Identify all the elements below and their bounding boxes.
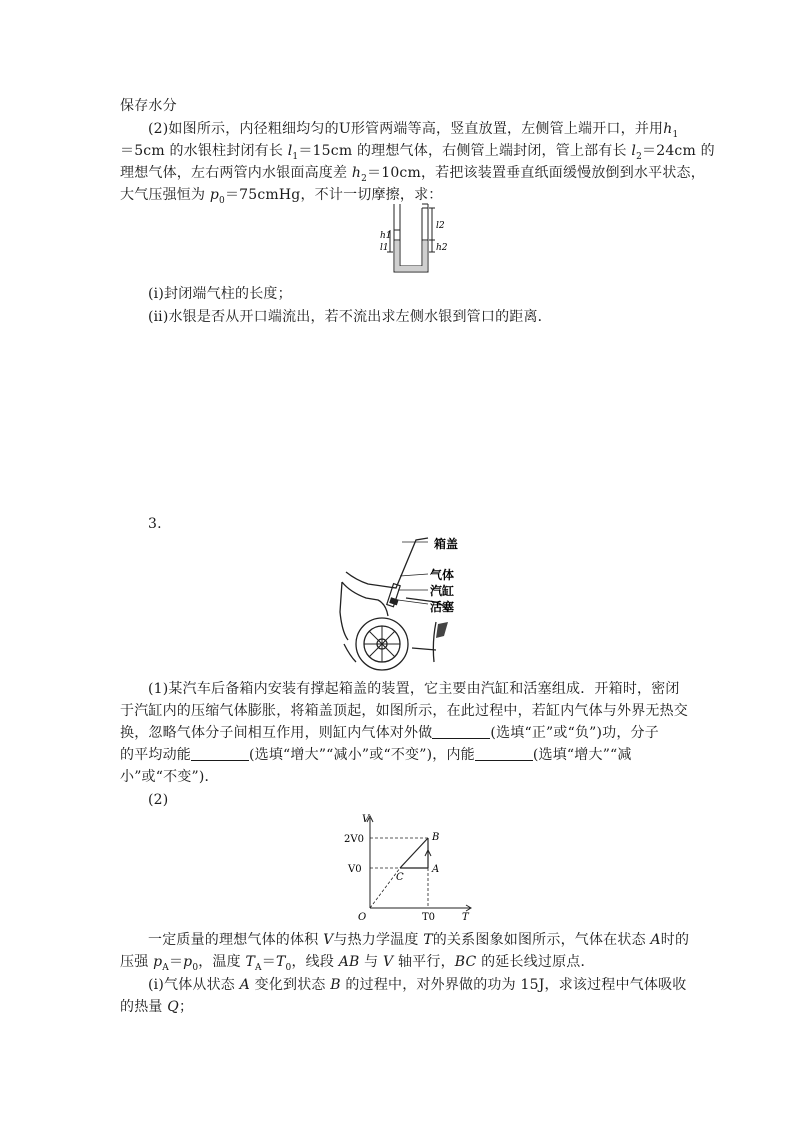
tick-t0: T0	[422, 912, 436, 923]
q3-p2-line-3: (ⅰ)气体从状态 A 变化到状态 B 的过程中，对外界做的功为 15J，求该过程中气体吸收	[148, 977, 687, 993]
label-lid: 箱盖	[434, 537, 459, 551]
q3-p2-line-1: 一定质量的理想气体的体积 V与热力学温度 T的关系图象如图所示，气体在状态 A时的	[148, 932, 690, 948]
point-b-label: B	[432, 832, 440, 843]
q2-sub-ii: (ⅱ)水银是否从开口端流出，若不流出求左侧水银到管口的距离．	[148, 309, 552, 325]
q3-p1-line-2: 于汽缸内的压缩气体膨胀，将箱盖顶起，如图所示，在此过程中，若缸内气体与外界无热交	[120, 703, 688, 719]
axis-label-v: V	[362, 814, 370, 825]
label-l2: l2	[436, 221, 445, 231]
label-h1: h1	[380, 231, 392, 241]
tail-light	[436, 622, 448, 638]
q3-number: 3.	[148, 516, 162, 532]
q2-sub-i: (ⅰ)封闭端气柱的长度；	[148, 286, 292, 302]
right-mercury	[423, 241, 427, 266]
q3-p1-line-3: 换，忽略气体分子间相互作用，则缸内气体对外做 (选填“正”或“负”)功，分子	[120, 725, 659, 741]
answer-blank-2[interactable]	[191, 746, 249, 761]
point-a-label: A	[432, 864, 440, 875]
car-trunk-figure	[336, 532, 496, 672]
point-c-label: C	[396, 872, 404, 883]
q3-p1-line-1: (1)某汽车后备箱内安装有撑起箱盖的装置，它主要由汽缸和活塞组成．开箱时，密闭	[148, 681, 680, 697]
q2-line-4: 大气压强恒为 $p_0=75cmHg$，不计一切摩擦，求：	[120, 187, 443, 206]
label-gas: 气体	[430, 568, 455, 582]
answer-blank-3[interactable]	[475, 746, 533, 761]
label-piston: 活塞	[430, 600, 455, 614]
left-mercury	[395, 241, 399, 266]
label-cylinder: 汽缸	[430, 584, 455, 598]
q3-p1-line-4: 的平均动能 (选填“增大”“减小”或“不变”)，内能 (选填“增大”“减	[120, 747, 632, 763]
tick-2v0: 2V0	[344, 834, 364, 845]
trunk-lid	[346, 538, 428, 588]
segment-cb	[400, 838, 428, 868]
label-l1: l1	[380, 243, 389, 253]
q2-line-1: (2)如图所示，内径粗细均匀的U形管两端等高，竖直放置，左侧管上端开口，并用$h_1$	[148, 121, 679, 140]
label-h2: h2	[436, 243, 448, 253]
q3-p2-line-2: 压强 $p_A=p_0$，温度 $T_A=T_0$，线段 AB 与 V 轴平行，BC 的延长线过原点．	[120, 954, 595, 973]
bottom-mercury	[395, 266, 427, 271]
header-fragment: 保存水分	[120, 98, 177, 114]
q3-part2-label: (2)	[148, 792, 169, 808]
q3-p1-line-5: 小”或“不变”)．	[120, 769, 219, 785]
q2-line-3: 理想气体，左右两管内水银面高度差 $h_2=10cm$，若把该装置垂直纸面缓慢放倒到水平状态，	[120, 165, 705, 184]
piston	[389, 597, 398, 605]
axis-label-t: T	[462, 912, 469, 923]
answer-blank-1[interactable]	[432, 724, 490, 739]
u-tube-figure	[370, 200, 460, 278]
vt-graph	[340, 812, 480, 924]
tick-v0: V0	[348, 864, 362, 875]
q2-line-2: ＝5cm 的水银柱封闭有长 $l_1=15cm$ 的理想气体，右侧管上端封闭，管上部有长 $l_2=24cm$ 的	[120, 143, 715, 162]
origin-label: O	[358, 912, 367, 923]
q3-p2-line-4: 的热量 Q；	[120, 999, 194, 1015]
